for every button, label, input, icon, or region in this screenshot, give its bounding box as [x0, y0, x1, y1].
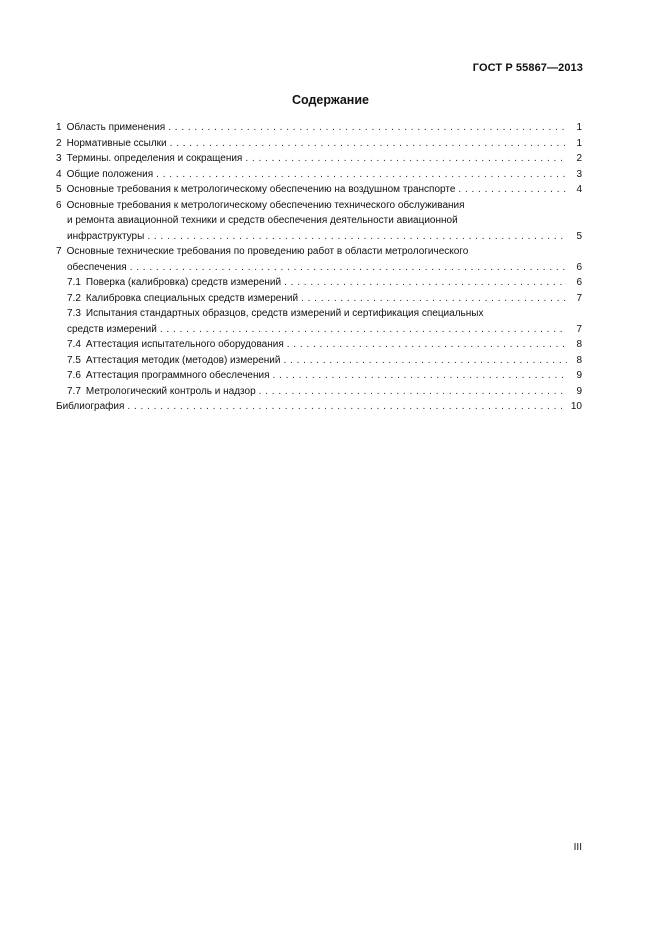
toc-entry-title: Область применения	[66, 122, 166, 133]
toc-entry-page: 7	[576, 323, 582, 335]
toc-leader-dots	[458, 182, 567, 198]
toc-entry-title-continued: средств измерений	[67, 323, 157, 335]
toc-entry-title: Поверка (калибровка) средств измерений	[85, 277, 282, 288]
toc-entry-number: 7.3	[67, 308, 81, 319]
toc-entry-title: Основные технические требования по проведению работ в области метрологического	[66, 246, 469, 257]
toc-entry-page: 4	[576, 184, 582, 195]
standard-header: ГОСТ Р 55867—2013	[472, 62, 583, 74]
toc-leader-dots	[273, 368, 567, 384]
toc-entry-bibliography	[56, 399, 582, 415]
toc-entry-number: 7.5	[67, 354, 81, 366]
page-folio: III	[573, 842, 582, 853]
toc-entry-page: 3	[576, 168, 582, 180]
toc-entry-page: 1	[576, 137, 582, 149]
toc-leader-dots	[284, 275, 567, 291]
toc-entry-title: Испытания стандартных образцов, средств измерений и сертификация специальных	[85, 308, 484, 319]
toc-leader-dots	[245, 151, 567, 167]
toc-entry-page: 7	[576, 292, 582, 304]
toc-entry-number: 4	[56, 168, 62, 180]
toc-entry	[56, 120, 582, 136]
toc-entry-page: 8	[576, 339, 582, 350]
toc-entry-number: 2	[56, 137, 62, 149]
toc-leader-dots	[259, 384, 567, 400]
toc-entry-page: 2	[576, 153, 582, 164]
toc-leader-dots	[147, 229, 567, 245]
toc-entry-page: 1	[576, 122, 582, 133]
toc-subentry	[56, 291, 582, 307]
toc-entry-number: 6	[56, 199, 62, 211]
toc-entry-number: 1	[56, 122, 62, 133]
toc-entry-page: 8	[576, 354, 582, 366]
toc-entry	[56, 244, 582, 275]
toc-entry	[56, 151, 582, 167]
toc-entry	[56, 198, 582, 245]
toc-entry	[56, 136, 582, 152]
toc-entry	[56, 182, 582, 198]
toc-entry-title: Библиография	[56, 401, 125, 412]
toc-subentry	[56, 368, 582, 384]
toc-entry-page: 6	[576, 261, 582, 273]
toc-leader-dots	[160, 322, 567, 338]
toc-entry-title: Основные требования к метрологическому обеспечению на воздушном транспорте	[66, 184, 456, 195]
toc-entry-number: 7.4	[67, 339, 81, 350]
toc-entry-page: 5	[576, 230, 582, 242]
toc-entry-page: 9	[576, 385, 582, 397]
toc-entry-title: Метрологический контроль и надзор	[85, 385, 256, 397]
toc-subentry	[56, 337, 582, 353]
toc-subentry	[56, 306, 582, 337]
toc-entry-number: 7.7	[67, 385, 81, 397]
toc-entry-title: Общие положения	[66, 168, 154, 180]
toc-entry-title: Нормативные ссылки	[66, 137, 167, 149]
toc-subentry	[56, 275, 582, 291]
toc-entry-number: 5	[56, 184, 62, 195]
toc-title: Содержание	[291, 93, 369, 107]
toc-leader-dots	[130, 260, 567, 276]
toc-subentry	[56, 384, 582, 400]
toc-entry-title-continued: инфраструктуры	[67, 230, 145, 242]
toc-entry-title: Аттестация программного обеслечения	[85, 370, 270, 381]
toc-leader-dots	[283, 353, 567, 369]
toc-entry-title: Калибровка специальных средств измерений	[85, 292, 299, 304]
toc-entry-title: Аттестация методик (методов) измерений	[85, 354, 281, 366]
toc-entry-page: 6	[576, 277, 582, 288]
toc-entry-title: Термины. определения и сокращения	[66, 153, 243, 164]
toc-leader-dots	[127, 399, 567, 415]
toc-leader-dots	[156, 167, 567, 183]
toc-entry-title-continued: обеспечения	[67, 261, 127, 273]
toc-leader-dots	[301, 291, 567, 307]
toc-entry-title: Основные требования к метрологическому обеспечению технического обслуживания	[66, 199, 465, 211]
toc-leader-dots	[170, 136, 567, 152]
toc-leader-dots	[168, 120, 567, 136]
toc-entry-page: 9	[576, 370, 582, 381]
toc-entry-title: Аттестация испытательного оборудования	[85, 339, 284, 350]
toc-subentry	[56, 353, 582, 369]
toc-entry-number: 7.6	[67, 370, 81, 381]
toc-entry-number: 3	[56, 153, 62, 164]
table-of-contents	[56, 120, 582, 415]
toc-entry-title-continued: и ремонта авиационной техники и средств обеспечения деятельности авиационной	[67, 215, 458, 226]
toc-entry-number: 7.1	[67, 277, 81, 288]
toc-entry-number: 7	[56, 246, 62, 257]
toc-leader-dots	[287, 337, 567, 353]
toc-entry-page: 10	[570, 401, 582, 412]
toc-entry-number: 7.2	[67, 292, 81, 304]
toc-entry	[56, 167, 582, 183]
